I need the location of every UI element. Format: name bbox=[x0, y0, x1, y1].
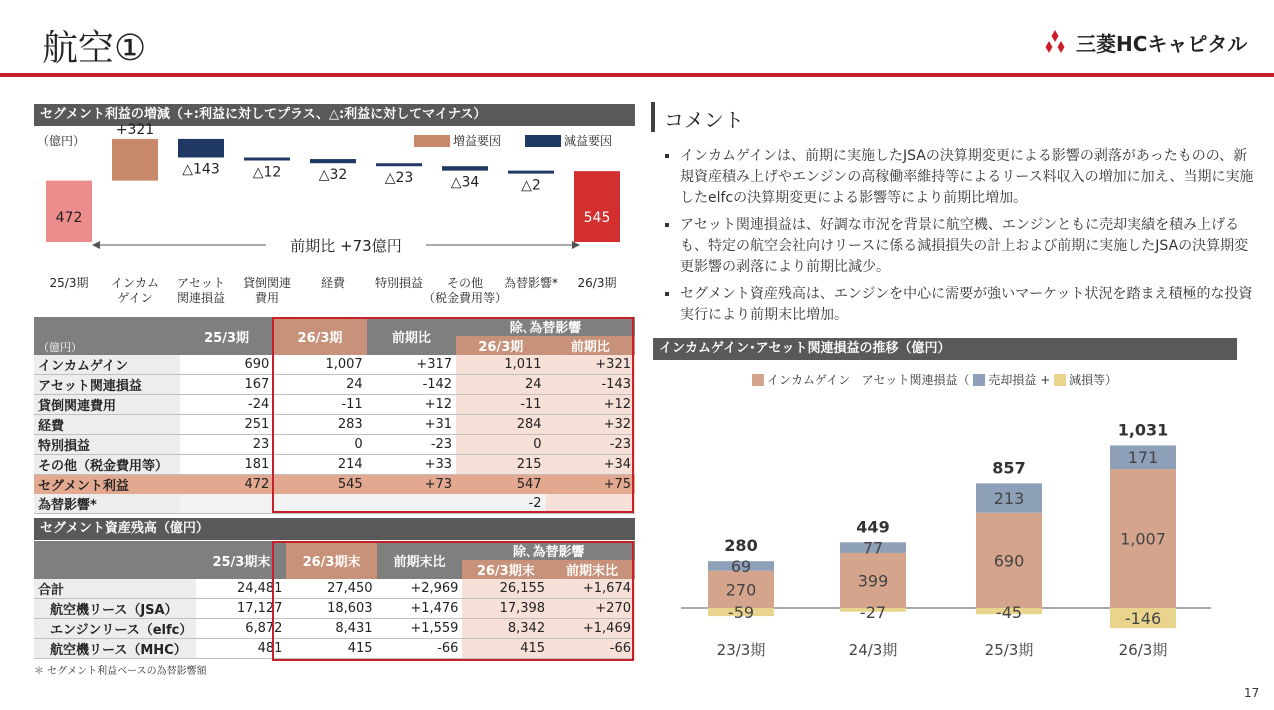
comment-item: ▪ インカムゲインは、前期に実施したJSAの決算期変更による影響の剥落があったものの、新規資産積み上げやエンジンの高稼働率維持等によるリース料収入の増加に加え、当期に実施したelfcの決算期変更による影響等により前期比増加。 bbox=[680, 146, 1258, 209]
profit-table-wrap bbox=[34, 317, 635, 514]
waterfall-category-label: インカムゲイン bbox=[110, 276, 160, 305]
profit-cell-e: -143 bbox=[546, 375, 635, 395]
profit-cell-a: 181 bbox=[180, 455, 273, 475]
profit-cell-d: -2 bbox=[456, 494, 545, 514]
waterfall-category-label: 25/3期 bbox=[49, 276, 89, 290]
profit-cell-label: その他（税金費用等） bbox=[34, 455, 180, 475]
header-divider bbox=[0, 73, 1274, 77]
profit-cell-label: セグメント利益 bbox=[34, 475, 180, 495]
profit-cell-d: 0 bbox=[456, 435, 545, 455]
legend-income-swatch bbox=[752, 374, 764, 386]
profit-col-a: 25/3期 bbox=[180, 317, 273, 355]
profit-cell-a bbox=[180, 494, 273, 514]
waterfall-value-label: 545 bbox=[583, 210, 611, 226]
asset-cell-c: -66 bbox=[377, 639, 463, 659]
profit-cell-label: 貸倒関連費用 bbox=[34, 395, 180, 415]
profit-cell-a: -24 bbox=[180, 395, 273, 415]
asset-cell-a: 17,127 bbox=[196, 599, 286, 619]
profit-cell-label: 特別損益 bbox=[34, 435, 180, 455]
profit-cell-label: アセット関連損益 bbox=[34, 375, 180, 395]
waterfall-bar bbox=[508, 171, 554, 174]
waterfall-bar bbox=[112, 139, 158, 181]
profit-cell-d: 284 bbox=[456, 415, 545, 435]
profit-cell-b: 1,007 bbox=[273, 355, 366, 375]
waterfall-bar bbox=[574, 171, 620, 242]
comment-marker bbox=[651, 102, 655, 132]
asset-cell-label: 航空機リース（MHC） bbox=[34, 639, 196, 659]
profit-cell-e: +75 bbox=[546, 475, 635, 495]
asset-table-wrap bbox=[34, 541, 635, 659]
label-sale: 77 bbox=[862, 538, 884, 558]
asset-cell-e: +270 bbox=[549, 599, 635, 619]
profit-cell-c: +33 bbox=[367, 455, 456, 475]
legend-increase: 増益要因 bbox=[414, 132, 501, 149]
label-income: 399 bbox=[857, 571, 889, 591]
waterfall-value-label: △34 bbox=[450, 174, 480, 191]
waterfall-category-label: 26/3期 bbox=[577, 276, 617, 290]
page-number: 17 bbox=[1244, 686, 1260, 700]
profit-cell-e: -23 bbox=[546, 435, 635, 455]
waterfall-category-label: その他（税金費用等） bbox=[422, 276, 508, 305]
trend-chart-title bbox=[653, 338, 1237, 360]
profit-cell-a: 690 bbox=[180, 355, 273, 375]
waterfall-value-label: △2 bbox=[521, 177, 541, 194]
profit-cell-a: 167 bbox=[180, 375, 273, 395]
label-income: 1,007 bbox=[1120, 529, 1166, 549]
label-income: 690 bbox=[993, 551, 1025, 571]
label-impairment: -27 bbox=[859, 603, 887, 622]
profit-cell-b: 545 bbox=[273, 475, 366, 495]
profit-cell-c: +317 bbox=[367, 355, 456, 375]
asset-col-d: 26/3期末 bbox=[462, 560, 549, 579]
asset-cell-c: +2,969 bbox=[377, 579, 463, 599]
profit-cell-c: +12 bbox=[367, 395, 456, 415]
legend-income: インカムゲイン bbox=[767, 373, 851, 387]
asset-cell-b: 18,603 bbox=[286, 599, 376, 619]
waterfall-value-label: +321 bbox=[115, 121, 155, 138]
legend-impairment-swatch bbox=[1054, 374, 1066, 386]
waterfall-value-label: △143 bbox=[182, 161, 220, 178]
label-total: 280 bbox=[724, 536, 758, 556]
category-label: 24/3期 bbox=[848, 641, 898, 659]
three-diamonds-icon bbox=[1042, 30, 1068, 54]
waterfall-bar bbox=[178, 139, 224, 158]
label-sale: 69 bbox=[730, 556, 752, 576]
trend-title-text: インカムゲイン･アセット関連損益の推移（億円） bbox=[659, 341, 951, 356]
profit-col-b: 26/3期 bbox=[273, 317, 366, 355]
legend-sale-swatch bbox=[973, 374, 985, 386]
legend-sale: 売却損益 bbox=[988, 373, 1037, 387]
profit-cell-e: +321 bbox=[546, 355, 635, 375]
profit-cell-b: 214 bbox=[273, 455, 366, 475]
asset-col-a: 25/3期末 bbox=[196, 541, 286, 579]
waterfall-category-label: 特別損益 bbox=[374, 276, 424, 290]
arrow-head-right-icon bbox=[572, 241, 580, 249]
comment-item: ▪ アセット関連損益は、好調な市況を背景に航空機、エンジンともに売却実績を積み上げるも、特定の航空会社向けリースに係る減損損失の計上および前期に実施したJSAの決算期変更影響の剥落により前期比減少。 bbox=[680, 215, 1258, 278]
asset-cell-e: -66 bbox=[549, 639, 635, 659]
asset-group: 除､為替影響 bbox=[462, 541, 635, 560]
comment-item: ▪ セグメント資産残高は、エンジンを中心に需要が強いマーケット状況を踏まえ積極的な投資実行により前期末比増加。 bbox=[680, 284, 1258, 326]
asset-cell-a: 24,481 bbox=[196, 579, 286, 599]
profit-cell-b: -11 bbox=[273, 395, 366, 415]
waterfall-value-label: △12 bbox=[252, 164, 282, 181]
profit-cell-d: 215 bbox=[456, 455, 545, 475]
profit-col-d: 26/3期 bbox=[456, 336, 545, 355]
profit-cell-c: -23 bbox=[367, 435, 456, 455]
waterfall-value-label: △32 bbox=[318, 167, 348, 184]
profit-cell-e: +12 bbox=[546, 395, 635, 415]
profit-cell-label: インカムゲイン bbox=[34, 355, 180, 375]
label-impairment: -146 bbox=[1124, 609, 1162, 629]
profit-cell-label: 経費 bbox=[34, 415, 180, 435]
label-income: 270 bbox=[725, 580, 757, 600]
profit-col-e: 前期比 bbox=[546, 336, 635, 355]
asset-col-e: 前期末比 bbox=[549, 560, 635, 579]
waterfall-bar bbox=[442, 166, 488, 170]
legend-plus: + bbox=[1040, 373, 1051, 387]
trend-stacked-chart bbox=[653, 400, 1237, 668]
asset-cell-a: 481 bbox=[196, 639, 286, 659]
comparison-label: 前期比 +73億円 bbox=[290, 237, 402, 255]
asset-highlight-box bbox=[272, 541, 634, 661]
waterfall-category-label: アセット関連損益 bbox=[176, 276, 226, 305]
label-total: 449 bbox=[856, 517, 890, 537]
asset-cell-d: 8,342 bbox=[462, 619, 549, 639]
profit-cell-b: 24 bbox=[273, 375, 366, 395]
asset-cell-e: +1,469 bbox=[549, 619, 635, 639]
asset-cell-d: 415 bbox=[462, 639, 549, 659]
profit-cell-d: -11 bbox=[456, 395, 545, 415]
profit-cell-d: 24 bbox=[456, 375, 545, 395]
profit-cell-b: 283 bbox=[273, 415, 366, 435]
waterfall-bar bbox=[376, 163, 422, 166]
legend-impairment: 減損等） bbox=[1069, 373, 1118, 387]
label-total: 1,031 bbox=[1117, 420, 1169, 440]
asset-cell-a: 6,872 bbox=[196, 619, 286, 639]
asset-cell-label: エンジンリース（elfc） bbox=[34, 619, 196, 639]
asset-cell-label: 航空機リース（JSA） bbox=[34, 599, 196, 619]
profit-cell-c: +73 bbox=[367, 475, 456, 495]
waterfall-bar bbox=[310, 159, 356, 163]
profit-cell-b: 0 bbox=[273, 435, 366, 455]
profit-col-c: 前期比 bbox=[367, 317, 456, 355]
profit-highlight-box bbox=[272, 317, 634, 513]
profit-cell-c: +31 bbox=[367, 415, 456, 435]
waterfall-category-label: 経費 bbox=[320, 276, 346, 290]
waterfall-value-label: △23 bbox=[384, 170, 414, 187]
company-logo bbox=[1042, 28, 1247, 56]
asset-col-c: 前期末比 bbox=[377, 541, 463, 579]
waterfall-category-label: 貸倒関連費用 bbox=[242, 276, 292, 305]
legend-asset: アセット関連損益（ bbox=[861, 373, 970, 387]
asset-cell-b: 415 bbox=[286, 639, 376, 659]
asset-cell-d: 26,155 bbox=[462, 579, 549, 599]
legend-decrease: 減益要因 bbox=[525, 132, 612, 149]
profit-cell-e: +32 bbox=[546, 415, 635, 435]
label-impairment: -45 bbox=[995, 603, 1023, 622]
segment-unit: （億円） bbox=[37, 134, 86, 148]
profit-unit: （億円） bbox=[34, 317, 180, 355]
asset-cell-b: 8,431 bbox=[286, 619, 376, 639]
company-name: 三菱HCキャピタル bbox=[1076, 31, 1248, 56]
page-title: 航空① bbox=[42, 28, 147, 69]
asset-section-title: セグメント資産残高（億円） bbox=[34, 518, 635, 540]
label-total: 857 bbox=[992, 458, 1026, 478]
asset-cell-e: +1,674 bbox=[549, 579, 635, 599]
profit-cell-d: 547 bbox=[456, 475, 545, 495]
profit-cell-a: 472 bbox=[180, 475, 273, 495]
profit-group: 除､為替影響 bbox=[456, 317, 635, 336]
category-label: 23/3期 bbox=[716, 641, 766, 659]
asset-cell-d: 17,398 bbox=[462, 599, 549, 619]
profit-cell-d: 1,011 bbox=[456, 355, 545, 375]
label-sale: 171 bbox=[1127, 448, 1159, 468]
category-label: 26/3期 bbox=[1118, 641, 1168, 659]
asset-cell-c: +1,559 bbox=[377, 619, 463, 639]
profit-cell-e: +34 bbox=[546, 455, 635, 475]
segment-section-title: セグメント利益の増減（+:利益に対してプラス、△:利益に対してマイナス） bbox=[34, 104, 635, 126]
footnote: ＊ セグメント利益ベースの為替影響額 bbox=[34, 666, 207, 677]
waterfall-category-label: 為替影響* bbox=[503, 276, 559, 290]
category-label: 25/3期 bbox=[984, 641, 1034, 659]
waterfall-bar bbox=[244, 158, 290, 161]
asset-cell-b: 27,450 bbox=[286, 579, 376, 599]
trend-legend bbox=[752, 371, 1117, 388]
profit-cell-c: -142 bbox=[367, 375, 456, 395]
asset-cell-c: +1,476 bbox=[377, 599, 463, 619]
asset-col-b: 26/3期末 bbox=[286, 541, 376, 579]
comment-title: コメント bbox=[664, 108, 744, 132]
comment-list bbox=[660, 146, 1258, 332]
label-sale: 213 bbox=[993, 489, 1025, 509]
arrow-head-left-icon bbox=[92, 241, 100, 249]
asset-cell-label: 合計 bbox=[34, 579, 196, 599]
profit-cell-label: 為替影響* bbox=[34, 494, 180, 514]
profit-cell-a: 251 bbox=[180, 415, 273, 435]
profit-cell-a: 23 bbox=[180, 435, 273, 455]
label-impairment: -59 bbox=[727, 603, 755, 623]
waterfall-value-label: 472 bbox=[55, 210, 83, 226]
